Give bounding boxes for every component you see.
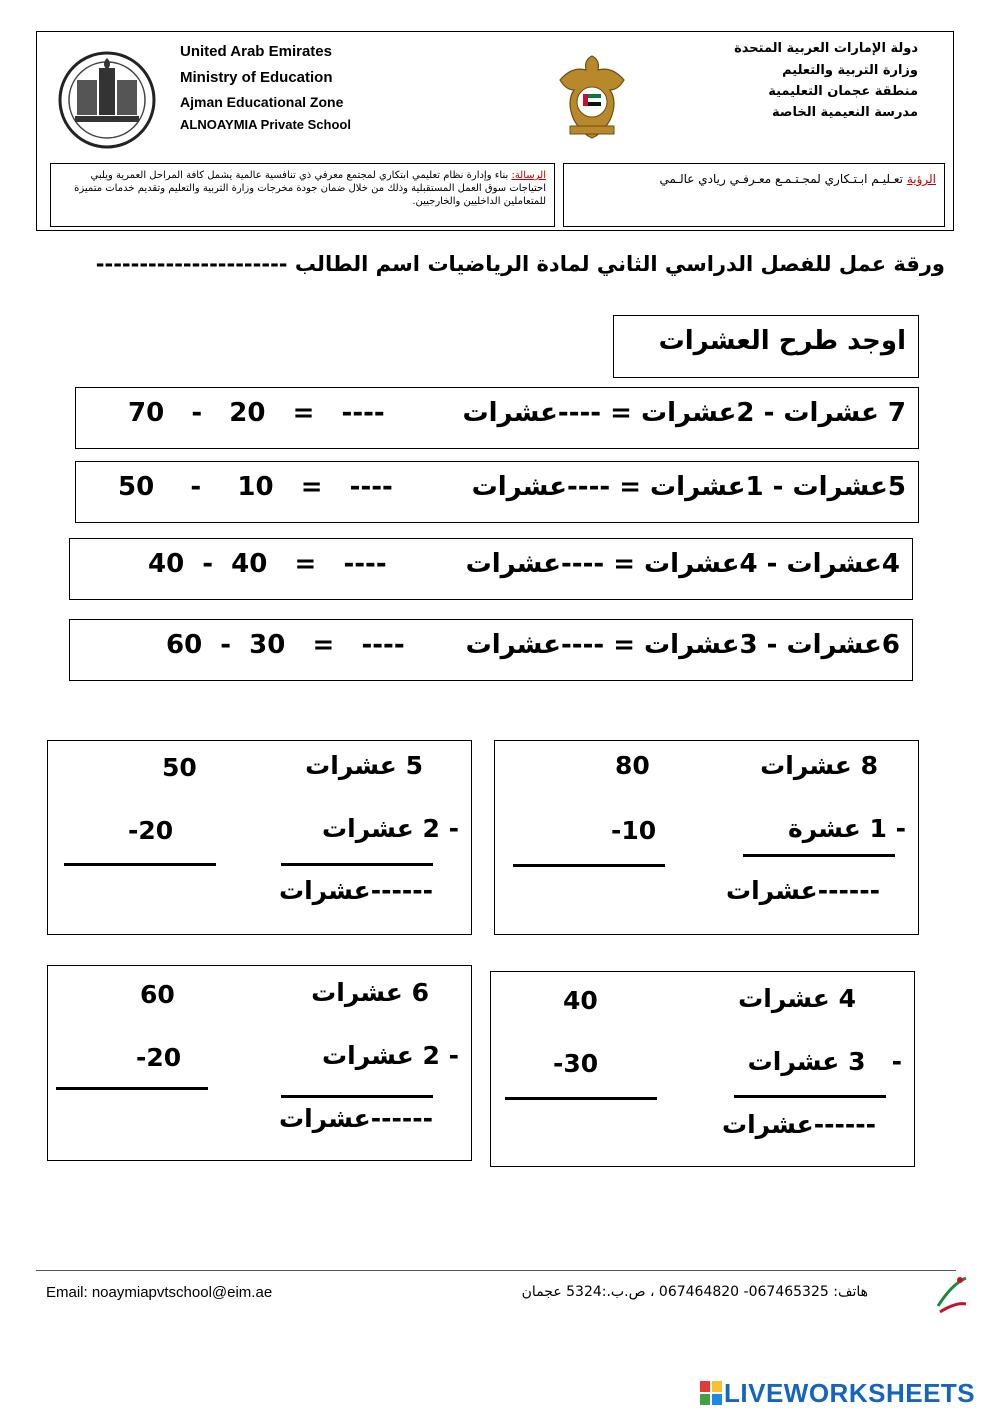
problem-3-underline-right (734, 1095, 886, 1098)
problem-2-answer[interactable]: ------عشرات (278, 876, 433, 905)
mission-text (59, 169, 546, 208)
liveworksheets-logo-icon (700, 1381, 722, 1405)
problem-4-top-arabic: 6 عشرات (311, 978, 429, 1007)
equation-1-arabic: 7 عشرات - 2عشرات = ----عشرات (462, 398, 906, 428)
equation-row-3 (69, 538, 913, 600)
equation-2-numeric: 50 - 10 = ---- (118, 472, 393, 502)
problem-3-top-arabic: 4 عشرات (738, 984, 856, 1013)
vision-body: تعـليـم ابـتـكاري لمجـتـمـع معـرفـي ريادي عالـمي (659, 172, 907, 186)
header-en-line-3: Ajman Educational Zone (180, 94, 344, 110)
footer-email: Email: noaymiapvtschool@eim.ae (46, 1284, 273, 1301)
problem-4-underline-left (56, 1087, 208, 1090)
vision-box (563, 163, 945, 227)
problem-2-top-arabic: 5 عشرات (305, 751, 423, 780)
problem-1-bottom-arabic: - 1 عشرة (787, 814, 906, 843)
mission-label: الرسالة: (511, 170, 546, 181)
header-en-line-2: Ministry of Education (180, 69, 333, 86)
liveworksheets-brand[interactable]: LIVEWORKSHEETS (724, 1378, 976, 1408)
problem-1-bottom-number: -10 (611, 816, 657, 845)
problem-2-bottom-number: -20 (128, 816, 174, 845)
instruction-text: اوجد طرح العشرات (658, 326, 906, 356)
problem-4-top-number: 60 (140, 980, 175, 1009)
uae-emblem-icon (556, 52, 628, 142)
problem-4-underline-right (281, 1095, 433, 1098)
header-en-line-4: ALNOAYMIA Private School (180, 117, 351, 132)
mission-box (50, 163, 555, 227)
header-en-line-1: United Arab Emirates (180, 43, 332, 60)
equation-row-1 (75, 387, 919, 449)
problem-3-answer[interactable]: ------عشرات (721, 1110, 876, 1139)
worksheet-title: ورقة عمل للفصل الدراسي الثاني لمادة الرياضيات (427, 252, 945, 276)
problem-2-bottom-arabic: - 2 عشرات (322, 814, 459, 843)
footer-divider (36, 1270, 956, 1271)
problem-2-underline-left (64, 863, 216, 866)
header-ar-line-3: منطقة عجمان التعليمية (768, 84, 918, 99)
problem-2-underline-right (281, 863, 433, 866)
header-ar-line-1: دولة الإمارات العربية المتحدة (734, 41, 918, 56)
problem-1-top-number: 80 (615, 751, 650, 780)
footer-logo-icon (930, 1272, 972, 1316)
problem-3-top-number: 40 (563, 986, 598, 1015)
problem-1-underline-right (743, 854, 895, 857)
student-name-field[interactable]: اسم الطالب ---------------------- (95, 252, 420, 276)
vision-label: الرؤية (906, 172, 936, 186)
vertical-problem-4 (47, 965, 472, 1161)
problem-3-underline-left (505, 1097, 657, 1100)
equation-4-numeric: 60 - 30 = ---- (166, 630, 405, 660)
problem-3-bottom-number: -30 (553, 1049, 599, 1078)
vertical-problem-1 (494, 740, 919, 935)
problem-1-underline-left (513, 864, 665, 867)
equation-3-arabic: 4عشرات - 4عشرات = ----عشرات (465, 549, 900, 579)
vision-text (572, 173, 936, 186)
vertical-problem-2 (47, 740, 472, 935)
problem-3-bottom-arabic: - 3 عشرات (747, 1047, 902, 1076)
equation-1-numeric: 70 - 20 = ---- (128, 398, 385, 428)
footer-phone: هاتف: 067465325- 067464820 ، ص.ب.:5324 عجمان (521, 1284, 868, 1300)
equation-row-2 (75, 461, 919, 523)
equation-3-numeric: 40 - 40 = ---- (148, 549, 387, 579)
equation-4-arabic: 6عشرات - 3عشرات = ----عشرات (465, 630, 900, 660)
header-ar-line-4: مدرسة النعيمية الخاصة (772, 105, 918, 120)
problem-2-top-number: 50 (162, 753, 197, 782)
mission-body: بناء وإدارة نظام تعليمي ابتكاري لمجتمع معرفي ذي تنافسية عالمية يشمل كافة المراحل العمرية ويلبي احتياجات سوق العمل المستقبلية وذلك من خلال ضمان جودة مخرجات وزارة التربية والتعليم وتقديم خدمات متميزة للمتعاملين الداخليين والخارجيين. (74, 170, 546, 207)
problem-1-top-arabic: 8 عشرات (760, 751, 878, 780)
equation-row-4 (69, 619, 913, 681)
school-logo (55, 50, 160, 150)
problem-4-bottom-arabic: - 2 عشرات (322, 1041, 459, 1070)
problem-4-bottom-number: -20 (136, 1043, 182, 1072)
header-ar-line-2: وزارة التربية والتعليم (782, 63, 918, 78)
instruction-box (613, 315, 919, 378)
problem-4-answer[interactable]: ------عشرات (278, 1104, 433, 1133)
equation-2-arabic: 5عشرات - 1عشرات = ----عشرات (471, 472, 906, 502)
vertical-problem-3 (490, 971, 915, 1167)
problem-1-answer[interactable]: ------عشرات (725, 876, 880, 905)
